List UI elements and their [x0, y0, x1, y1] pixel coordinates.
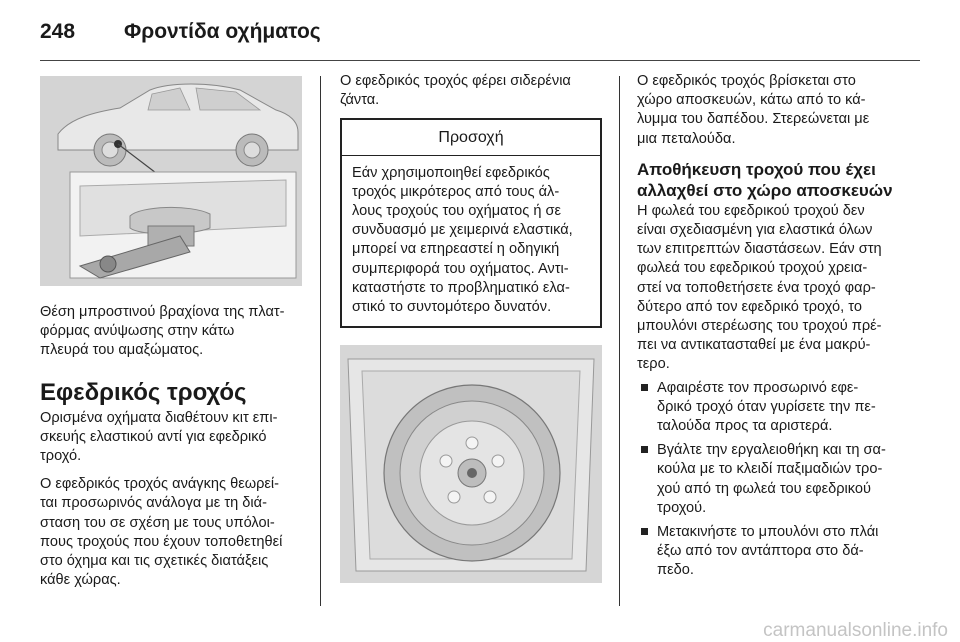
- paragraph: Ορισμένα οχήματα διαθέτουν κιτ επι- σκευής ελαστικού αντί για εφεδρικό τροχό.: [40, 409, 278, 465]
- column-1: [40, 76, 302, 590]
- figure-caption: Θέση μπροστινού βραχίονα της πλατ- φόρμας ανύψωσης στην κάτω πλευρά του αμαξώματος.: [40, 304, 285, 359]
- paragraph: Ο εφεδρικός τροχός φέρει σιδερένια ζάντα.: [340, 73, 571, 109]
- column-divider: [619, 76, 620, 606]
- page-header: [40, 10, 920, 50]
- list-item: Βγάλτε την εργαλειοθήκη και τη σα- κούλα με το κλειδί παξιμαδιών τρο- χού από τη φωλεά του εφεδρικού τροχού.: [637, 441, 901, 518]
- column-2: [340, 73, 602, 583]
- paragraph: Ο εφεδρικός τροχός ανάγκης θεωρεί- ται προσωρινός ανάλογα με τη διά- σταση του σε σχέση με τους υπόλοι- πους τροχούς που έχουν τοποθετηθεί στο όχημα και τις σχετικές διατάξεις κάθε χώρας.: [40, 476, 283, 589]
- column-divider: [320, 76, 321, 606]
- page-title: Φροντίδα οχήματος: [124, 20, 321, 43]
- caution-box: [340, 118, 602, 328]
- paragraph: Ο εφεδρικός τροχός βρίσκεται στο χώρο αποσκευών, κάτω από το κά- λυμμα του δαπέδου. Στερεώνεται με μια πεταλούδα.: [637, 73, 870, 147]
- caution-title: Προσοχή: [342, 120, 600, 155]
- instruction-list: [637, 379, 901, 581]
- caution-text: Εάν χρησιμοποιηθεί εφεδρικός τροχός μικρότερος από τους άλ- λους τροχούς του οχήματος ή σε συνδυασμό με χειμερινά ελαστικά, μπορεί να επηρεαστεί η οδηγική συμπεριφορά του οχήματος. Αντι- καταστήστε το προβληματικό ελα- στικό το συντομότερο δυνατόν.: [352, 164, 573, 316]
- bullet-square-icon: [641, 446, 648, 453]
- bullet-square-icon: [641, 384, 648, 391]
- list-item: Μετακινήστε το μπουλόνι στο πλάι έξω από τον αντάπτορα στο δά- πεδο.: [637, 523, 901, 581]
- car-jack-point-illustration: [40, 76, 302, 286]
- watermark: carmanualsonline.info: [763, 620, 948, 641]
- paragraph: Η φωλεά του εφεδρικού τροχού δεν είναι σχεδιασμένη για ελαστικά όλων των επιτρεπτών διαστάσεων. Εάν στη φωλεά του εφεδρικού τροχού χρεια- στεί να τοποθετήσετε ένα τροχό φαρ- δύτερο από τον εφεδρικό τροχό, το μπουλόνι στερέωσης του τροχού πρέ- πει να αντικατασταθεί με ένα μακρύ- τερο.: [637, 202, 882, 373]
- section-heading: Εφεδρικός τροχός: [40, 378, 247, 406]
- list-item: Αφαιρέστε τον προσωρινό εφε- δρικό τροχό όταν γυρίσετε την πε- ταλούδα προς τα αριστερά.: [637, 379, 901, 437]
- bullet-square-icon: [641, 528, 648, 535]
- column-3: [637, 73, 901, 586]
- header-rule: [40, 60, 920, 61]
- page-number: 248: [40, 20, 76, 43]
- subsection-heading: Αποθήκευση τροχού που έχει αλλαχθεί στο χώρο αποσκευών: [637, 159, 893, 200]
- spare-wheel-illustration: [340, 345, 602, 583]
